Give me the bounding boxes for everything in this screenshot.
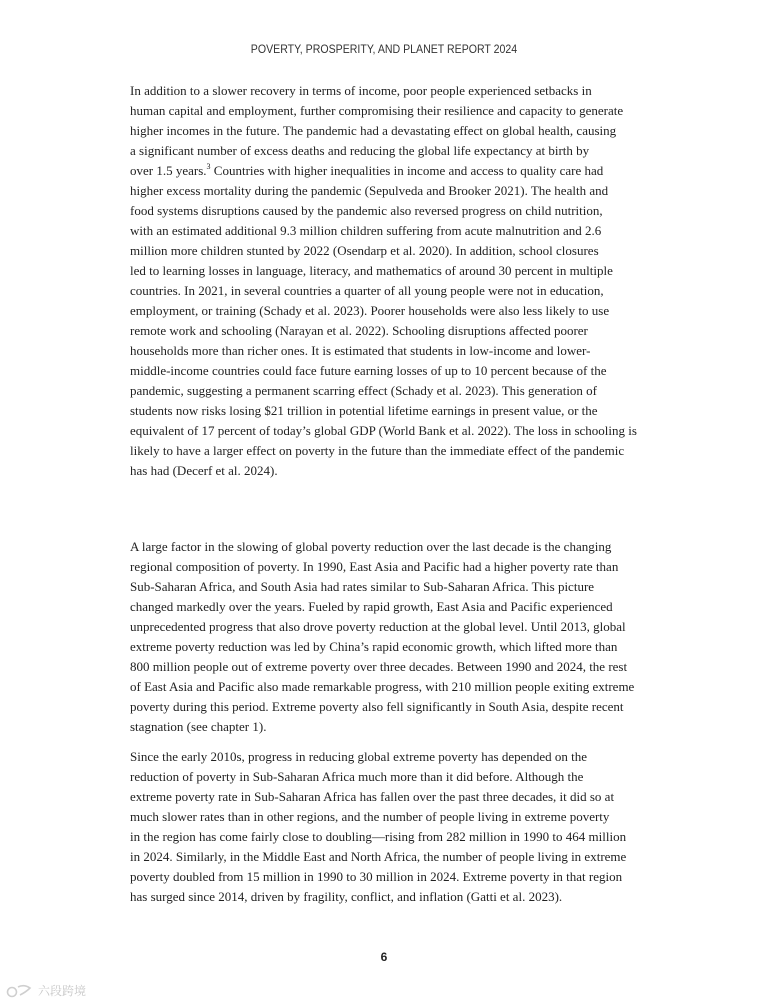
text-run: over 1.5 years. [130,163,207,178]
text-line: equivalent of 17 percent of today’s global GDP (World Bank et al. 2022). The loss in schooling is [130,423,637,438]
text-line: stagnation (see chapter 1). [130,719,267,734]
text-line: food systems disruptions caused by the pandemic also reversed progress on child nutrition, [130,203,603,218]
footnote-marker[interactable]: 3 [206,162,211,171]
watermark-text: 六段跨境 [38,984,87,998]
text-line: middle-income countries could face future earning losses of up to 10 percent because of the [130,363,607,378]
text-line: reduction of poverty in Sub-Saharan Africa much more than it did before. Although the [130,769,584,784]
paragraph-human-capital [130,81,640,481]
text-line: students now risks losing $21 trillion in potential lifetime earnings in present value, or the [130,403,598,418]
text-line: in the region has come fairly close to doubling—rising from 282 million in 1990 to 464 million [130,829,627,844]
text-line: households more than richer ones. It is estimated that students in low-income and lower- [130,343,591,358]
text-line: In addition to a slower recovery in terms of income, poor people experienced setbacks in [130,83,592,98]
text-run: Countries with higher inequalities in income and access to quality care had [210,163,604,178]
text-line: likely to have a larger effect on poverty in the future than the immediate effect of the pandemic [130,443,625,458]
logo-mark-icon [6,983,34,999]
text-line: in 2024. Similarly, in the Middle East and North Africa, the number of people living in extreme [130,849,627,864]
text-line: human capital and employment, further compromising their resilience and capacity to generate [130,103,624,118]
text-line: higher incomes in the future. The pandemic had a devastating effect on global health, causing [130,123,617,138]
text-line: of East Asia and Pacific also made remarkable progress, with 210 million people exiting extreme [130,679,635,694]
text-line: changed markedly over the years. Fueled by rapid growth, East Asia and Pacific experienced [130,599,613,614]
text-line: remote work and schooling (Narayan et al. 2022). Schooling disruptions affected poorer [130,323,588,338]
text-line: poverty doubled from 15 million in 1990 to 30 million in 2024. Extreme poverty in that region [130,869,623,884]
text-line: with an estimated additional 9.3 million children suffering from acute malnutrition and 2.6 [130,223,602,238]
heading-line [130,510,640,529]
text-line: countries. In 2021, in several countries a quarter of all young people were not in education, [130,283,604,298]
text-line: higher excess mortality during the pandemic (Sepulveda and Brooker 2021). The health and [130,183,609,198]
heading-line [130,491,640,510]
text-line: extreme poverty rate in Sub-Saharan Africa has fallen over the past three decades, it did so at [130,789,615,804]
text-line: extreme poverty reduction was led by China’s rapid economic growth, which lifted more than [130,639,618,654]
watermark [6,982,86,999]
text-line: much slower rates than in other regions, and the number of people living in extreme poverty [130,809,610,824]
text-line: poverty during this period. Extreme poverty also fell significantly in South Asia, despite recent [130,699,624,714]
text-line: 800 million people out of extreme poverty over three decades. Between 1990 and 2024, the rest [130,659,628,674]
text-line: employment, or training (Schady et al. 2023). Poorer households were also less likely to use [130,303,610,318]
text-line: a significant number of excess deaths and reducing the global life expectancy at birth by [130,143,590,158]
text-line [130,161,640,181]
text-line: unprecedented progress that also drove poverty reduction at the global level. Until 2013, global [130,619,626,634]
text-line: A large factor in the slowing of global poverty reduction over the last decade is the changing [130,539,612,554]
text-line: regional composition of poverty. In 1990, East Asia and Pacific had a higher poverty rate than [130,559,619,574]
section-heading [130,491,640,529]
paragraph-regional-composition [130,537,640,737]
report-body [130,81,640,917]
paragraph-sub-saharan-africa [130,747,640,907]
page-number: 6 [380,950,388,964]
text-line: led to learning losses in language, literacy, and mathematics of around 30 percent in multiple [130,263,613,278]
text-line: has had (Decerf et al. 2024). [130,463,278,478]
text-line: has surged since 2014, driven by fragility, conflict, and inflation (Gatti et al. 2023). [130,889,563,904]
text-line: Sub-Saharan Africa, and South Asia had rates similar to Sub-Saharan Africa. This picture [130,579,595,594]
text-line: Since the early 2010s, progress in reducing global extreme poverty has depended on the [130,749,588,764]
text-line: pandemic, suggesting a permanent scarring effect (Schady et al. 2023). This generation of [130,383,598,398]
running-header: POVERTY, PROSPERITY, AND PLANET REPORT 2024 [250,44,518,56]
text-line: million more children stunted by 2022 (Osendarp et al. 2020). In addition, school closures [130,243,599,258]
